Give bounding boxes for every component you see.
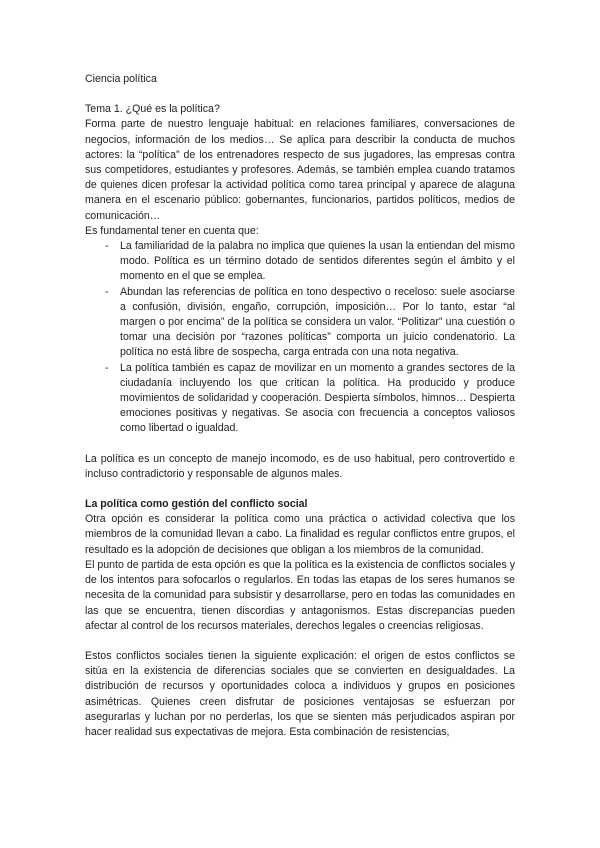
list-item-text: La política también es capaz de movilizar en un momento a grandes sectores de la ciudadanía incluyendo los que critican la política. Ha producido y produce movimientos de solidaridad y cooperación. Despierta símbolos, himnos… Despierta emociones positivas y negativas. Se asocia con frecuencia a conceptos valiosos como libertad o igualdad. xyxy=(120,361,515,435)
list-item-text: Abundan las referencias de política en tono despectivo o receloso: suele asociarse a confusión, división, engaño, corrupción, imposición… Por lo tanto, estar “al margen o por encima” de la política se considera un valor. “Politizar” una cuestión o tomar una decisión por “razones políticas” comporta un juicio condenatorio. La política no está libre de sospecha, carga entrada con una nota negativa. xyxy=(120,285,515,359)
bullet-dash-icon: - xyxy=(105,285,109,298)
list-item xyxy=(85,361,515,437)
concept-paragraph: La política es un concepto de manejo incomodo, es de uso habitual, pero controvertido e incluso contradictorio y responsable de algunos males. xyxy=(85,452,515,480)
conflicts-paragraph: Estos conflictos sociales tienen la siguiente explicación: el origen de estos conflictos se sitúa en la existencia de diferencias sociales que se convierten en desigualdades. La distribución de recursos y oportunidades coloca a individuos y grupos en posiciones asimétricas. Quienes creen disfrutar de posiciones ventajosas se esfuerzan por asegurarlas y luchan por no perderlas, los que se sienten más perjudicados aspiran por hacer realidad sus expectativas de mejora. Esta combinación de resistencias, xyxy=(85,649,515,738)
list-intro: Es fundamental tener en cuenta que: xyxy=(85,224,259,237)
section-paragraph: Otra opción es considerar la política como una práctica o actividad colectiva que los miembros de la comunidad llevan a cabo. La finalidad es regular conflictos entre grupos, el resultado es la adopción de decisiones que obligan a los miembros de la comunidad. xyxy=(85,513,515,556)
bullet-dash-icon: - xyxy=(105,361,109,374)
intro-paragraph: Forma parte de nuestro lenguaje habitual: en relaciones familiares, conversaciones de negocios, información de los medios… Se aplica para describir la conducta de muchos actores: la “política” de los entrenadores respecto de sus jugadores, las empresas contra sus competidores, estudiantes y profesores. Además, se también emplea cuando tratamos de quienes dicen profesar la actividad política como tarea principal y aparece de alaguna manera en el escenario público: gobernantes, funcionarios, partidos políticos, medios de comunicación… xyxy=(85,118,515,222)
list-item-text: La familiaridad de la palabra no implica que quienes la usan la entiendan del mismo modo. Política es un término dotado de sentidos diferentes según el ámbito y el momento en el que se emplea. xyxy=(120,240,515,283)
bullet-list xyxy=(85,239,515,437)
topic-title: Tema 1. ¿Qué es la política? xyxy=(85,103,220,116)
list-item xyxy=(85,239,515,285)
bullet-dash-icon: - xyxy=(105,240,109,253)
document-body xyxy=(85,72,515,740)
document-heading: Ciencia política xyxy=(85,73,157,85)
section-title: La política como gestión del conflicto social xyxy=(85,498,308,511)
section-paragraph: El punto de partida de esta opción es que la política es la existencia de conflictos sociales y de los intentos para sofocarlos o regularlos. En todas las etapas de los seres humanos se necesita de la comunidad para subsistir y desarrollarse, pero en todas las comunidades en las que se encuentra, tienen discordias y antagonismos. Estas discrepancias pueden afectar al control de los recursos materiales, derechos legales o creencias religiosas. xyxy=(85,558,515,632)
list-item xyxy=(85,285,515,361)
